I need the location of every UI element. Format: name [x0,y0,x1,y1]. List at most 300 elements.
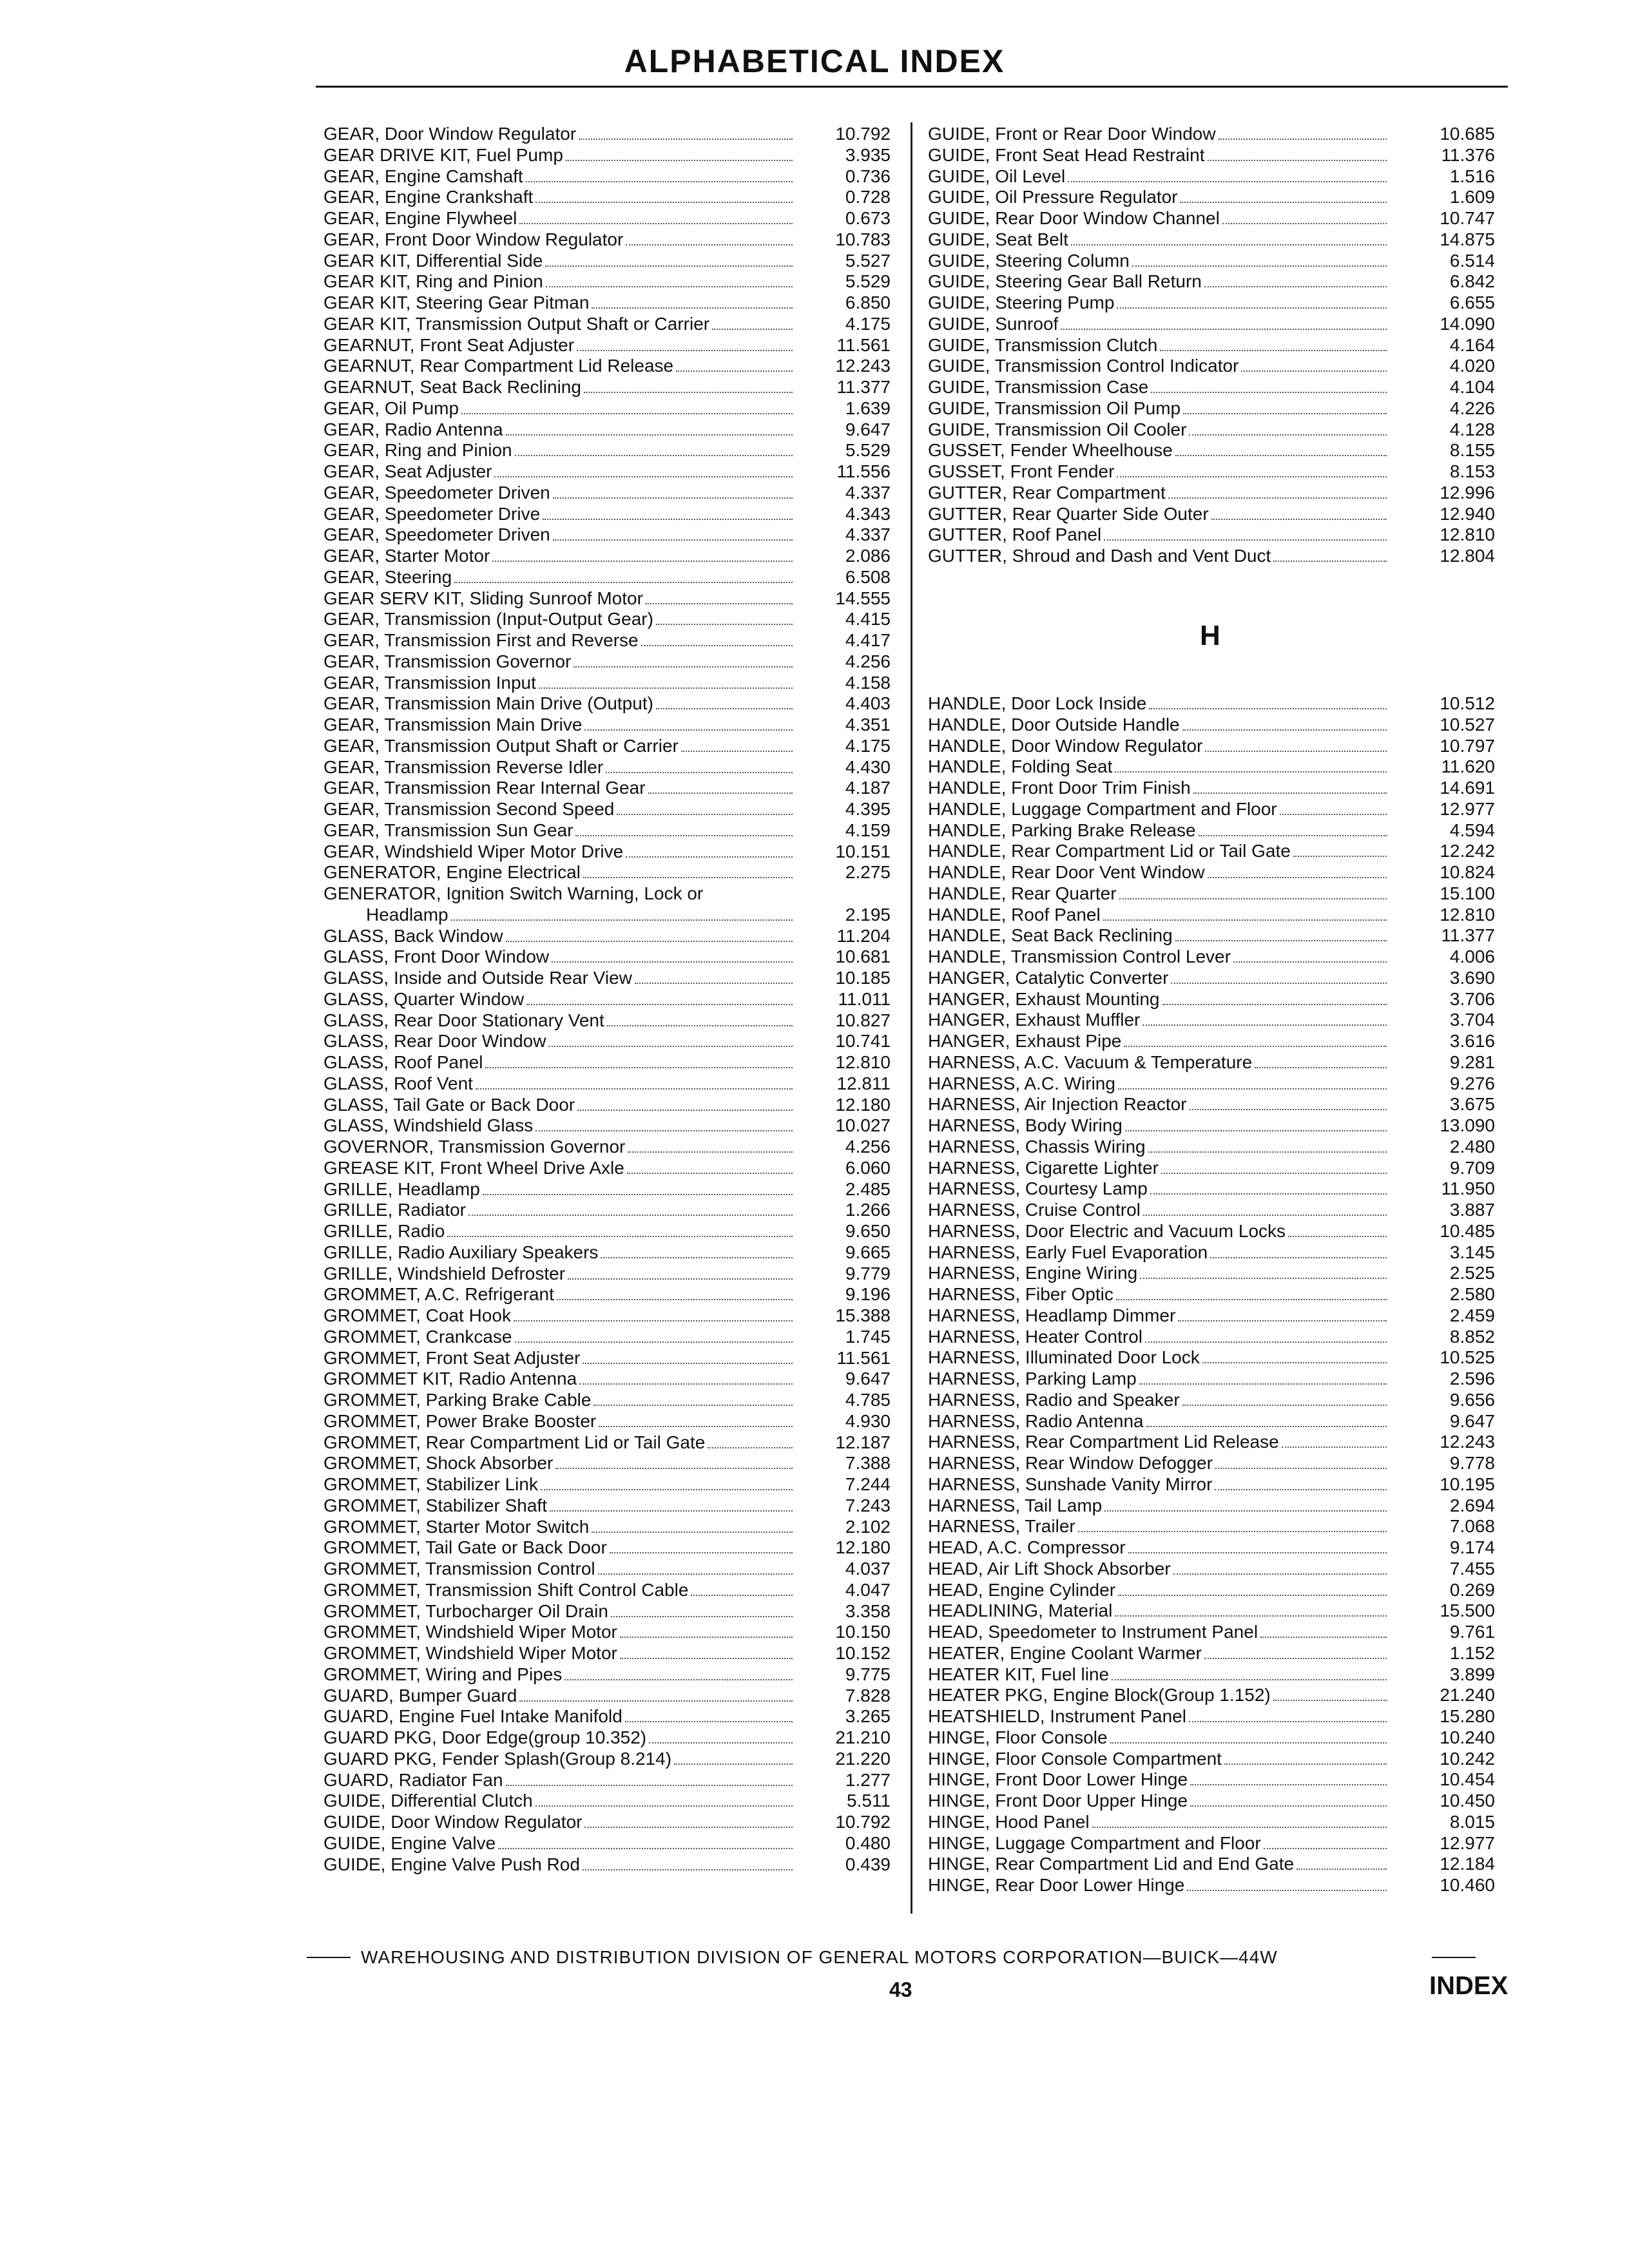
index-entry-code: 11.377 [1441,925,1495,946]
index-entry [928,1685,1495,1706]
dot-leader [620,1637,793,1638]
dot-leader [625,1721,793,1722]
index-entry-code: 2.480 [1449,1136,1495,1157]
dot-leader [1140,1278,1387,1279]
dot-leader [485,1067,793,1068]
dot-leader [564,1679,793,1680]
index-entry-code: 4.175 [845,313,891,334]
index-entry [323,1369,891,1390]
index-entry [928,440,1495,461]
dot-leader [708,1447,793,1448]
index-entry-code: 7.828 [845,1685,891,1706]
index-entry [928,1812,1495,1833]
index-entry [323,251,891,272]
dot-leader [1104,1510,1387,1512]
index-entry [323,187,891,208]
dot-leader [1208,160,1387,161]
index-entry [323,715,891,736]
index-entry-code: 7.388 [845,1453,891,1474]
dot-leader [1178,1320,1387,1321]
index-entry-code: 9.281 [1449,1052,1495,1072]
index-entry-label: GUIDE, Steering Column [928,250,1130,271]
index-entry-code: 3.935 [845,144,891,165]
dot-leader [1189,1721,1387,1722]
index-entry [323,1305,891,1327]
index-entry-code: 4.164 [1449,334,1495,355]
right-index-column-g [928,124,1495,567]
index-entry [323,377,891,398]
index-entry [323,1537,891,1559]
index-entry-code: 12.187 [835,1432,891,1452]
dot-leader [1161,1173,1387,1174]
index-entry-label: GRILLE, Radio Auxiliary Speakers [323,1242,599,1262]
index-entry-code: 11.204 [836,925,891,946]
index-entry [928,1411,1495,1432]
dot-leader [611,1616,793,1617]
index-entry-label: GUIDE, Sunroof [928,313,1059,334]
dot-leader [447,1236,793,1237]
index-entry [323,883,891,905]
index-entry-code: 4.175 [845,735,891,756]
index-entry [323,1854,891,1876]
index-entry-code: 4.930 [845,1410,891,1431]
dot-leader [539,687,793,689]
index-entry-code: 4.006 [1449,947,1495,966]
index-entry-label: HANDLE, Door Lock Inside [928,693,1147,713]
index-entry-code: 9.174 [1449,1537,1495,1557]
index-entry [323,1432,891,1454]
dot-leader [1124,1046,1387,1047]
index-entry-code: 0.439 [845,1854,891,1874]
index-entry-code: 2.596 [1449,1369,1495,1389]
index-entry-label: GUARD PKG, Fender Splash(Group 8.214) [323,1748,672,1769]
index-entry [323,1833,891,1854]
dot-leader [515,455,793,456]
dot-leader [1189,434,1387,436]
index-entry [928,1516,1495,1537]
dot-leader [568,1278,793,1280]
dot-leader [461,413,793,414]
index-entry-label: GENERATOR, Engine Electrical [323,862,581,883]
index-entry-label: HINGE, Front Door Lower Hinge [928,1769,1188,1790]
dot-leader [1210,1257,1387,1258]
dot-leader [548,1046,793,1047]
index-entry-code: 10.485 [1440,1220,1495,1241]
index-entry-code: 9.778 [1449,1453,1495,1473]
index-entry [928,1791,1495,1812]
index-entry [928,989,1495,1010]
index-entry [928,1390,1495,1411]
index-entry-label: GEAR, Starter Motor [323,546,490,566]
dot-leader [494,476,793,477]
index-entry-code: 3.706 [1449,988,1495,1009]
index-entry-code: 10.681 [835,947,891,967]
index-entry [928,883,1495,905]
index-entry-code: 11.950 [1441,1178,1495,1199]
index-entry-code: 15.280 [1440,1706,1495,1726]
index-entry-label: HEATER, Engine Coolant Warmer [928,1642,1202,1663]
index-entry-code: 10.525 [1440,1347,1495,1368]
index-entry-code: 7.244 [845,1474,891,1494]
dot-leader [514,1320,793,1321]
dot-leader [1117,307,1387,309]
index-entry [323,1221,891,1242]
index-entry-label: GEAR, Oil Pump [323,398,459,418]
index-entry-code: 10.242 [1440,1748,1495,1769]
dot-leader [1150,1193,1387,1195]
index-entry-code: 10.824 [1440,862,1495,882]
index-entry-label: HARNESS, Body Wiring [928,1115,1123,1135]
dot-leader [1139,1383,1387,1385]
dot-leader [598,1573,793,1575]
index-entry [323,504,891,525]
index-entry-label: GEAR, Transmission Second Speed [323,799,615,819]
index-entry-label: GEAR, Ring and Pinion [323,440,512,461]
dot-leader [627,1173,793,1174]
dot-leader [526,181,793,182]
index-entry-code: 10.792 [835,124,891,144]
index-entry-code: 4.594 [1449,820,1495,840]
dot-leader [552,961,793,963]
index-entry [928,124,1495,145]
index-entry [928,968,1495,989]
index-entry-code: 10.527 [1440,714,1495,735]
index-entry [323,293,891,314]
index-entry-code: 0.736 [845,166,891,186]
index-entry-code: 5.529 [845,440,891,461]
index-entry-code: 12.810 [835,1052,891,1072]
index-entry-code: 9.665 [845,1242,891,1262]
dot-leader [506,941,793,942]
dot-leader [606,772,793,773]
dot-leader [1190,1784,1387,1785]
dot-leader [1190,1805,1387,1807]
index-entry [323,736,891,757]
dot-leader [543,519,793,520]
dot-leader [1208,877,1387,878]
index-entry-label: GEAR, Engine Crankshaft [323,187,534,207]
dot-leader [553,539,793,541]
index-entry-code: 0.673 [845,208,891,228]
index-entry [928,1094,1495,1115]
index-entry-label: HARNESS, Trailer [928,1516,1075,1537]
index-entry-label: HEAD, Air Lift Shock Absorber [928,1558,1171,1579]
dot-leader [526,1004,793,1005]
index-entry-label: GROMMET, Windshield Wiper Motor [323,1622,617,1642]
index-entry-label: GROMMET, Coat Hook [323,1305,511,1325]
dot-leader [468,1215,793,1216]
index-entry-code: 3.358 [845,1600,891,1621]
index-entry-code: 4.037 [845,1559,891,1579]
index-entry-code: 4.226 [1449,398,1495,418]
index-entry-label: GUIDE, Steering Gear Ball Return [928,271,1202,292]
index-entry-code: 10.797 [1440,735,1495,756]
index-entry-label: HEAD, Engine Cylinder [928,1579,1116,1600]
dot-leader [610,1552,793,1553]
index-entry-code: 13.090 [1440,1115,1495,1135]
index-entry [928,546,1495,567]
index-entry [323,208,891,229]
index-entry [928,187,1495,208]
index-entry-code: 0.728 [845,187,891,207]
index-entry-code: 4.020 [1449,356,1495,376]
index-entry [928,1495,1495,1517]
dot-leader [1078,1531,1387,1532]
index-entry-label: GEARNUT, Front Seat Adjuster [323,334,575,355]
index-entry [323,335,891,356]
index-entry [928,356,1495,377]
index-entry-code: 0.480 [845,1832,891,1853]
index-entry [323,862,891,883]
dot-leader [535,1805,793,1807]
index-entry-label: GEAR, Door Window Regulator [323,124,577,144]
index-entry-code: 9.647 [1449,1410,1495,1431]
dot-leader [583,877,793,878]
dot-leader [1143,1215,1387,1216]
index-entry [323,1031,891,1052]
index-entry-label: GROMMET, Windshield Wiper Motor [323,1643,617,1663]
index-entry-label: GEAR, Steering [323,566,452,587]
index-entry-code: 12.243 [1440,1432,1495,1452]
dot-leader [649,1742,793,1744]
index-entry-code: 6.850 [845,293,891,312]
index-entry-code: 12.977 [1440,798,1495,819]
index-entry [323,124,891,145]
index-entry [323,947,891,968]
dot-leader [553,497,793,499]
index-entry-code: 3.145 [1449,1242,1495,1262]
dot-leader [1160,350,1387,351]
index-entry [928,947,1495,968]
index-entry [323,1327,891,1348]
index-entry-code: 12.180 [835,1537,891,1558]
index-entry [323,1010,891,1032]
index-entry-code: 10.827 [835,1010,891,1030]
section-tag: INDEX [1429,1972,1509,2000]
dot-leader [1128,1552,1387,1553]
dot-leader [1142,1024,1387,1026]
index-entry [323,926,891,947]
index-entry-code: 7.455 [1449,1558,1495,1579]
index-entry-code: 1.152 [1449,1642,1495,1663]
index-entry-code: 1.277 [845,1769,891,1790]
dot-leader [1103,919,1387,921]
index-entry-label: GUIDE, Seat Belt [928,229,1068,249]
index-entry [323,588,891,610]
index-entry [323,567,891,588]
dot-leader [1125,1130,1387,1131]
footer-rule-right [1432,1957,1476,1958]
index-entry-label: HEAD, A.C. Compressor [928,1537,1126,1557]
dot-leader [550,1510,793,1512]
index-entry-code: 10.152 [835,1643,891,1663]
dot-leader [1202,1362,1387,1363]
index-entry-code: 1.516 [1449,166,1495,186]
index-entry [323,398,891,419]
index-entry [323,1791,891,1812]
index-entry-label: HANDLE, Folding Seat [928,756,1113,777]
index-entry [323,1200,891,1221]
index-entry-label: GEAR, Speedometer Drive [323,503,541,524]
index-entry-label: HARNESS, Radio and Speaker [928,1389,1180,1410]
index-entry-label: GEAR, Radio Antenna [323,419,503,439]
index-entry-label: HARNESS, Early Fuel Evaporation [928,1242,1208,1262]
dot-leader [1215,1489,1387,1490]
index-entry [928,335,1495,356]
index-entry-label: HANGER, Catalytic Converter [928,967,1169,988]
index-entry-label: GEAR, Transmission Input [323,672,536,693]
index-entry [928,1305,1495,1327]
dot-leader [1190,1109,1387,1110]
index-entry [928,1073,1495,1095]
index-entry-label: HINGE, Floor Console [928,1727,1108,1747]
index-entry-label: HARNESS, Cruise Control [928,1200,1141,1220]
index-entry-label: GRILLE, Radiator [323,1200,466,1220]
index-entry [323,1686,891,1707]
dot-leader [584,392,793,393]
dot-leader [607,1025,793,1026]
dot-leader [601,1257,793,1258]
index-entry [323,1812,891,1833]
index-entry-code: 8.015 [1449,1811,1495,1832]
index-entry-code: 3.899 [1449,1664,1495,1684]
index-entry-code: 4.104 [1449,377,1495,397]
index-entry-label: GLASS, Rear Door Window [323,1031,546,1052]
index-entry [928,925,1495,947]
index-entry [928,693,1495,715]
index-entry-code: 3.887 [1449,1200,1495,1220]
index-entry-label: HANDLE, Seat Back Reclining [928,925,1173,946]
index-entry-label: HANDLE, Front Door Trim Finish [928,778,1191,798]
index-entry [323,1601,891,1622]
index-entry-code: 4.337 [845,482,891,503]
index-entry-label: HANGER, Exhaust Mounting [928,988,1160,1009]
dot-leader [592,307,793,309]
index-entry-code: 1.609 [1449,187,1495,207]
index-entry-code: 10.747 [1440,208,1495,228]
dot-leader [599,1426,793,1427]
index-entry [928,1031,1495,1052]
index-entry-label: GUIDE, Transmission Clutch [928,334,1158,355]
dot-leader [1205,751,1387,752]
index-entry-label: GROMMET, Parking Brake Cable [323,1390,592,1410]
index-entry [323,989,891,1010]
index-entry-label: HARNESS, Rear Window Defogger [928,1453,1213,1473]
index-entry-code: 2.195 [845,904,891,925]
index-entry-label: GROMMET, Shock Absorber [323,1453,554,1474]
index-entry-label: GLASS, Tail Gate or Back Door [323,1094,575,1115]
index-entry-code: 10.792 [835,1812,891,1832]
dot-leader [583,1363,793,1364]
index-entry [928,419,1495,441]
dot-leader [506,434,793,436]
index-entry [323,271,891,293]
dot-leader [1255,1067,1387,1068]
page-number: 43 [889,1978,912,2001]
index-entry-label: HANDLE, Door Window Regulator [928,735,1203,756]
index-entry [323,546,891,567]
dot-leader [1180,202,1387,203]
index-entry-code: 12.810 [1440,904,1495,925]
dot-leader [674,1763,793,1765]
index-entry-label: GUTTER, Shroud and Dash and Vent Duct [928,546,1271,566]
dot-leader [1104,539,1387,541]
dot-leader [712,329,793,330]
index-entry-code: 11.620 [1441,756,1495,777]
index-entry [928,1221,1495,1242]
index-entry-label: GEAR, Engine Flywheel [323,208,517,228]
index-entry [928,145,1495,166]
index-entry-label: GROMMET, Power Brake Booster [323,1410,597,1431]
dot-leader [1145,1341,1387,1343]
dot-leader [577,1110,793,1111]
dot-leader [1116,1299,1387,1300]
index-entry-label: GEAR, Transmission (Input-Output Gear) [323,609,653,629]
index-entry-label: GUTTER, Rear Compartment [928,482,1166,503]
index-entry-code: 10.240 [1440,1727,1495,1747]
index-entry-label: GUTTER, Rear Quarter Side Outer [928,503,1209,524]
index-entry-code: 7.243 [845,1495,891,1515]
index-entry [323,820,891,841]
index-entry-label: GROMMET, Stabilizer Shaft [323,1495,547,1515]
index-entry-label: GEAR, Transmission Reverse Idler [323,756,604,777]
dot-leader [483,1194,793,1195]
index-entry [323,693,891,715]
dot-leader [492,561,793,562]
index-entry-label: GLASS, Quarter Window [323,988,525,1009]
dot-leader [1061,329,1387,330]
index-entry-code: 3.704 [1449,1010,1495,1030]
index-entry [928,1200,1495,1221]
index-entry [323,799,891,820]
dot-leader [535,1130,793,1131]
index-entry [928,483,1495,504]
index-entry-label: GUIDE, Front Seat Head Restraint [928,144,1205,165]
index-entry-code: 12.180 [835,1094,891,1115]
index-entry-label: HARNESS, Air Injection Reactor [928,1094,1187,1115]
footer-division-text: WAREHOUSING AND DISTRIBUTION DIVISION OF GENERAL MOTORS CORPORATION—BUICK—44W [361,1947,1278,1967]
index-entry-label: GROMMET KIT, Radio Antenna [323,1369,577,1389]
index-entry [928,1706,1495,1727]
index-entry [928,1052,1495,1073]
index-entry-label: HINGE, Luggage Compartment and Floor [928,1832,1261,1853]
index-entry [928,715,1495,736]
index-entry-label: HANDLE, Roof Panel [928,904,1101,925]
index-entry-label: HARNESS, A.C. Wiring [928,1073,1115,1093]
index-entry-label: GUARD, Radiator Fan [323,1769,503,1790]
index-entry [323,1580,891,1601]
index-entry-code: 4.430 [845,756,891,777]
index-entry-label: GEAR, Engine Camshaft [323,166,523,186]
dot-leader [566,160,793,161]
dot-leader [1182,729,1387,731]
index-entry [928,1833,1495,1854]
index-entry-label: GEAR, Speedometer Driven [323,524,550,545]
index-entry [928,1263,1495,1284]
dot-leader [635,983,793,984]
dot-leader [676,370,793,372]
dot-leader [593,1405,793,1406]
index-entry [928,1727,1495,1749]
index-entry [928,862,1495,883]
index-entry [928,736,1495,757]
index-entry-label: HINGE, Rear Door Lower Hinge [928,1875,1185,1895]
dot-leader [498,1848,793,1849]
index-entry-label: HANDLE, Parking Brake Release [928,820,1196,840]
index-entry-code: 11.011 [838,988,891,1009]
dot-leader [1273,1700,1387,1701]
index-entry [323,461,891,483]
